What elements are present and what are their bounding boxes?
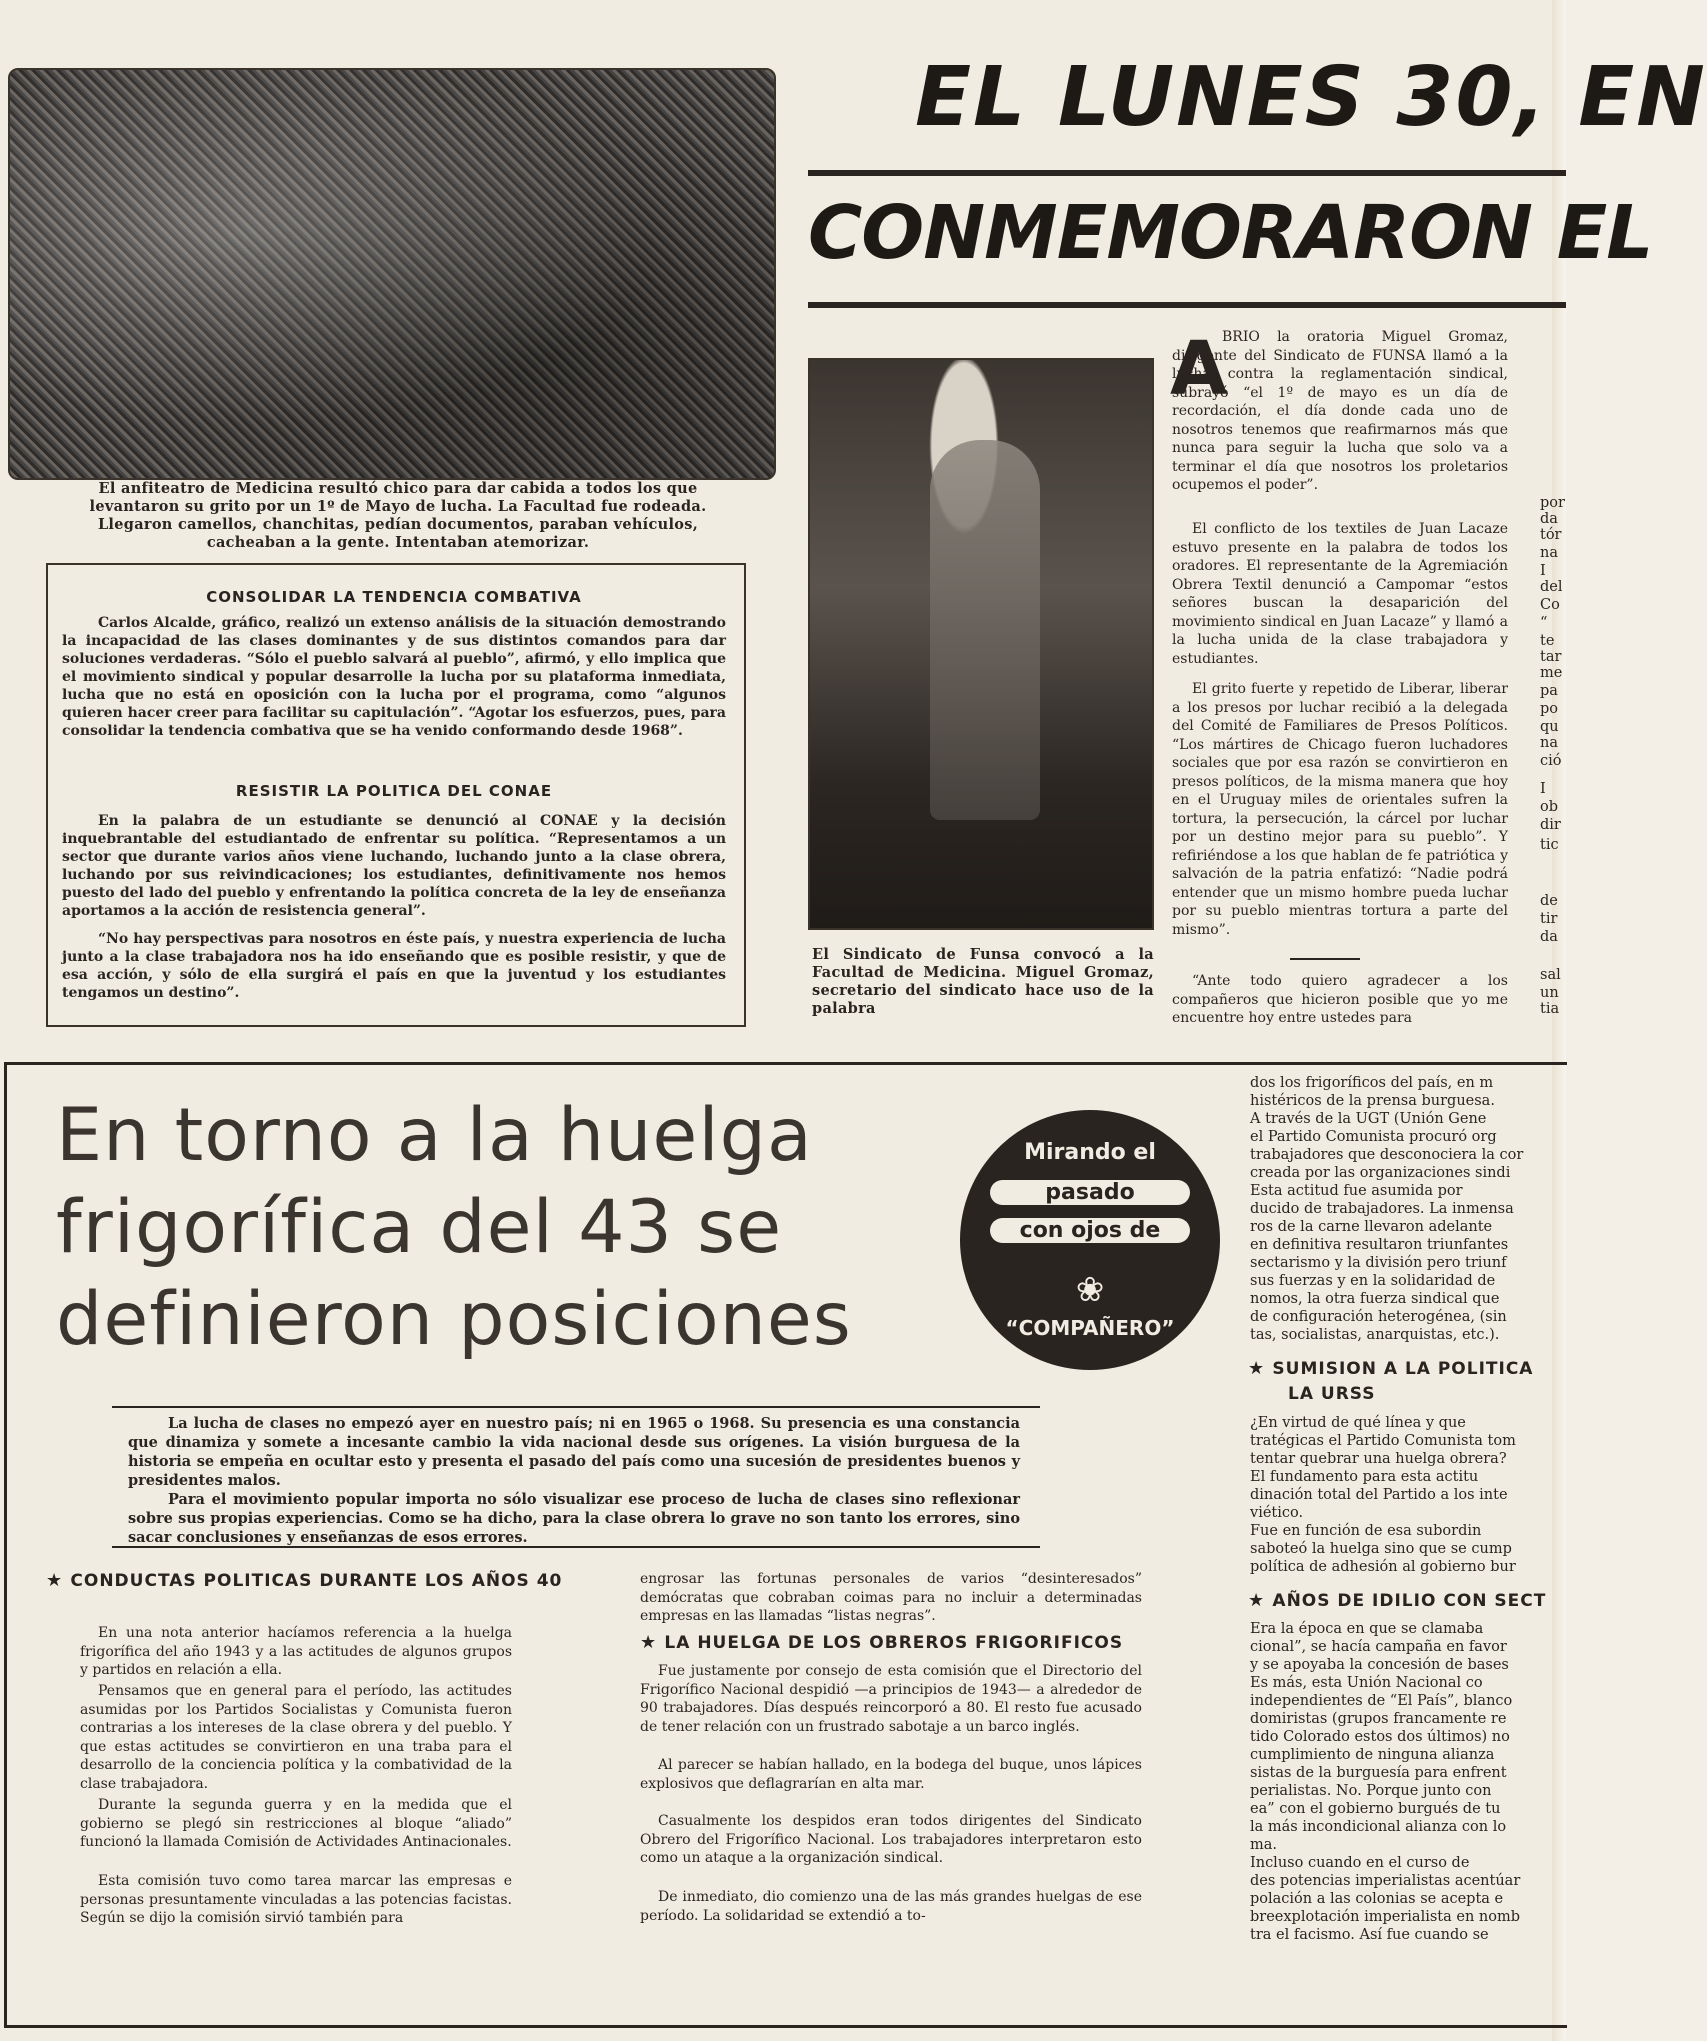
col3-line: ducido de trabajadores. La inmensa bbox=[1250, 1201, 1514, 1217]
col2-heading bbox=[640, 1632, 1140, 1653]
col2-text-1: Fue justamente por consejo de esta comisión que el Directorio del Frigorífico Nacional despidió —a principios de 1943— a alrededor de 90 trabajadores. Días después reincorporó a 80. El resto fue acusado de tener relación con un frustrado sabotaje a un barco inglés. bbox=[640, 1663, 1142, 1735]
headline-conmemoraron: CONMEMORARON EL bbox=[808, 190, 1653, 276]
edge-fragment: del bbox=[1540, 579, 1563, 595]
article-para-4: “Ante todo quiero agradecer a los compañeros que hicieron posible que yo me encuentre hoy entre ustedes para bbox=[1172, 973, 1508, 1026]
edge-fragment: Co bbox=[1540, 597, 1560, 613]
edge-fragment: dir bbox=[1540, 817, 1561, 833]
col3-line: y se apoyaba la concesión de bases bbox=[1250, 1657, 1509, 1673]
star-icon: ★ bbox=[1248, 1590, 1273, 1611]
edge-fragment: te bbox=[1540, 633, 1555, 649]
edge-fragment: po bbox=[1540, 701, 1559, 717]
edge-fragment: ció bbox=[1540, 753, 1562, 769]
col3-line: tas, socialistas, anarquistas, etc.). bbox=[1250, 1327, 1500, 1343]
edge-fragment: da bbox=[1540, 929, 1558, 945]
col3-line: tentar quebrar una huelga obrera? bbox=[1250, 1451, 1507, 1467]
col1-text-1: En una nota anterior hacíamos referencia a la huelga frigorífica del año 1943 y a las actitudes de algunos grupos y partidos en relación a ella. bbox=[80, 1625, 512, 1678]
edge-fragment: de bbox=[1540, 893, 1558, 909]
seal-bottom-text: “COMPAÑERO” bbox=[1005, 1316, 1175, 1340]
intro-paragraph-2: Para el movimiento popular importa no sólo visualizar ese proceso de lucha de clases sino reflexionar sobre sus propias experiencias. Como se ha dicho, para la clase obrera lo grave no son tanto los errores, sino sacar conclusiones y enseñanzas de esos errores. bbox=[128, 1491, 1020, 1546]
edge-fragment: I bbox=[1540, 563, 1546, 579]
col3-line: tra el facismo. Así fue cuando se bbox=[1250, 1927, 1489, 1943]
col3-line: domiristas (grupos francamente re bbox=[1250, 1711, 1507, 1727]
compañero-seal bbox=[960, 1110, 1220, 1370]
col3-heading-2-text: AÑOS DE IDILIO CON SECT bbox=[1272, 1591, 1547, 1611]
col3-line: en definitiva resultaron triunfantes bbox=[1250, 1237, 1509, 1253]
star-icon: ★ bbox=[46, 1570, 71, 1591]
headline-lunes: EL LUNES 30, EN bbox=[915, 50, 1707, 145]
headline-rule bbox=[808, 170, 1566, 176]
col2-text-3: Casualmente los despidos eran todos dirigentes del Sindicato Obrero del Frigorífico Nacional. Los trabajadores interpretaron esto como un ataque a la organización sindical. bbox=[640, 1813, 1142, 1866]
edge-fragment: tar bbox=[1540, 649, 1562, 665]
col3-line: nomos, la otra fuerza sindical que bbox=[1250, 1291, 1500, 1307]
col3-line: polación a las colonias se acepta e bbox=[1250, 1891, 1504, 1907]
col2-heading-text: LA HUELGA DE LOS OBREROS FRIGORIFICOS bbox=[664, 1633, 1124, 1653]
col3-line: cumplimiento de ninguna alianza bbox=[1250, 1747, 1495, 1763]
seal-top-text: Mirando el bbox=[1024, 1140, 1156, 1165]
intro-rule-2 bbox=[112, 1546, 1040, 1548]
col3-line: Es más, esta Unión Nacional co bbox=[1250, 1675, 1483, 1691]
col3-line: sus fuerzas y en la solidaridad de bbox=[1250, 1273, 1496, 1289]
edge-fragment: “ bbox=[1540, 615, 1548, 631]
col3-line: A través de la UGT (Unión Gene bbox=[1250, 1111, 1487, 1127]
edge-fragment: me bbox=[1540, 665, 1563, 681]
edge-fragment: na bbox=[1540, 545, 1558, 561]
col3-line: independientes de “El País”, blanco bbox=[1250, 1693, 1513, 1709]
edge-fragment: tór bbox=[1540, 527, 1562, 543]
col3-line: sectarismo y la división pero triunf bbox=[1250, 1255, 1507, 1271]
article-para-2: El conflicto de los textiles de Juan Lacaze estuvo presente en la palabra de todos los oradores. El representante de la Agremiación Obrera Textil denunció a Campomar “estos señores buscan la desaparición del movimiento sindical en Juan Lacaze” y llamó a la lucha unida de la clase trabajadora y estudiantes. bbox=[1172, 521, 1508, 667]
article-para-3: El grito fuerte y repetido de Liberar, liberar a los presos por luchar recibió a la delegada del Comité de Familiares de Presos Políticos. “Los mártires de Chicago fueron luchadores sociales que por esa razón se convirtieron en presos políticos, de la misma manera que hoy en el Uruguay miles de orientales sufren la tortura, la persecución, la cárcel por luchar por un destino mejor para su pueblo”. Y refiriéndose a los que hablan de fe patriótica y salvación de la patria enfatizó: “Nadie podrá entender que un mismo hombre pueda luchar por su pueblo mientras tortura a parte del mismo”. bbox=[1172, 681, 1508, 938]
edge-fragment: sal bbox=[1540, 967, 1561, 983]
col2-text-2: Al parecer se habían hallado, en la bodega del buque, unos lápices explosivos que deflagrarían en alta mar. bbox=[640, 1757, 1142, 1792]
edge-fragment: na bbox=[1540, 735, 1558, 751]
col1-text-4: Esta comisión tuvo como tarea marcar las empresas e personas presuntamente vinculadas a las potencias facistas. Según se dijo la comisión sirvió también para bbox=[80, 1873, 512, 1926]
box-title-conae: RESISTIR LA POLITICA DEL CONAE bbox=[235, 782, 553, 800]
crowd-photo bbox=[8, 68, 776, 480]
col3-line: política de adhesión al gobierno bur bbox=[1250, 1559, 1516, 1575]
col3-heading-2 bbox=[1248, 1590, 1566, 1611]
col3-line: tratégicas el Partido Comunista tom bbox=[1250, 1433, 1516, 1449]
box-text-conae: En la palabra de un estudiante se denunció al CONAE y la decisión inquebrantable del estudiantado de enfrentar su política. “Representamos a un sector que durante varios años viene luchando, luchando junto a la clase obrera, luchando por sus reivindicaciones; los estudiantes, definitivamente nos hemos puesto del lado del pueblo y enfrentando la política concreta de la ley de enseñanza aportamos a la acción de resistencia general”. bbox=[62, 813, 726, 919]
intro-rule bbox=[112, 1406, 1040, 1408]
box-text-closing: “No hay perspectivas para nosotros en éste país, y nuestra experiencia de lucha junto a la clase trabajadora nos ha ido enseñando que es posible resistir, y que de esa acción, y sólo de ella surgirá el país en que la juventud y los estudiantes tengamos un destino”. bbox=[62, 931, 726, 1001]
col3-line: dos los frigoríficos del país, en m bbox=[1250, 1075, 1494, 1091]
flower-icon: ❀ bbox=[1075, 1270, 1105, 1310]
col2-text-0: engrosar las fortunas personales de varios “desinteresados” demócratas que cobraban coimas para no incluir a determinadas empresas en las llamadas “listas negras”. bbox=[640, 1571, 1142, 1624]
star-icon: ★ bbox=[640, 1632, 665, 1653]
col3-line: sistas de la burguesía para enfrent bbox=[1250, 1765, 1507, 1781]
edge-fragment: ob bbox=[1540, 799, 1559, 815]
speaker-photo-caption: El Sindicato de Funsa convocó a la Facultad de Medicina. Miguel Gromaz, secretario del sindicato hace uso de la palabra bbox=[812, 946, 1154, 1017]
col3-line: saboteó la huelga sino que se cump bbox=[1250, 1541, 1512, 1557]
col3-line: ros de la carne llevaron adelante bbox=[1250, 1219, 1493, 1235]
col3-line: perialistas. No. Porque junto con bbox=[1250, 1783, 1492, 1799]
edge-fragment: tia bbox=[1540, 1001, 1560, 1017]
col3-line: el Partido Comunista procuró org bbox=[1250, 1129, 1497, 1145]
crowd-photo-caption: El anfiteatro de Medicina resultó chico para dar cabida a todos los que levantaron su grito por un 1º de Mayo de lucha. La Facultad fue rodeada. Llegaron camellos, chanchitas, pedían documentos, paraban vehículos, cacheaban a la gente. Intentaban atemorizar. bbox=[89, 480, 707, 551]
col3-line: ea” con el gobierno burgués de tu bbox=[1250, 1801, 1501, 1817]
edge-fragment: qu bbox=[1540, 719, 1559, 735]
col3-heading-1-text: SUMISION A LA POLITICA bbox=[1272, 1359, 1534, 1379]
box-text-combativa: Carlos Alcalde, gráfico, realizó un extenso análisis de la situación demostrando la incapacidad de las clases dominantes y de sus distintos comandos para dar soluciones verdaderas. “Sólo el pueblo salvará al pueblo”, afirmó, y ello implica que el movimiento sindical y popular desarrolle la lucha por su plataforma inmediata, lucha que no está en oposición con la lucha por el programa, como “algunos quieren hacer creer para facilitar su capitulación”. “Agotar los esfuerzos, pues, para consolidar la tendencia combativa que se ha venido conformando desde 1968”. bbox=[62, 615, 726, 739]
bottom-headline: En torno a la huelga frigorífica del 43 se definieron posiciones bbox=[56, 1093, 852, 1362]
col3-heading-1 bbox=[1248, 1358, 1566, 1379]
col3-line: Fue en función de esa subordin bbox=[1250, 1523, 1482, 1539]
seal-mid-text-2: con ojos de bbox=[990, 1218, 1190, 1243]
edge-fragment: pa bbox=[1540, 683, 1558, 699]
speaker-photo bbox=[808, 358, 1154, 930]
col1-heading bbox=[46, 1570, 566, 1591]
col3-line: viético. bbox=[1250, 1505, 1304, 1521]
col1-text-2: Pensamos que en general para el período, las actitudes asumidas por los Partidos Socialistas y Comunista fueron contrarias a los intereses de la clase obrera y del pueblo. Y que estas actitudes se convirtieron en una traba para el desarrollo de la conciencia política y la combatividad de la clase trabajadora. bbox=[80, 1683, 512, 1792]
col3-line: Incluso cuando en el curso de bbox=[1250, 1855, 1470, 1871]
edge-fragment: un bbox=[1540, 985, 1559, 1001]
col3-line: la más incondicional alianza con lo bbox=[1250, 1819, 1507, 1835]
edge-fragment: tic bbox=[1540, 837, 1559, 853]
col3-line: histéricos de la prensa burguesa. bbox=[1250, 1093, 1495, 1109]
headline-rule-2 bbox=[808, 302, 1566, 308]
edge-fragment: por bbox=[1540, 495, 1565, 511]
star-icon: ★ bbox=[1248, 1358, 1273, 1379]
article-para-1: BRIO la oratoria Miguel Gromaz, dirigente del Sindicato de FUNSA llamó a la lucha contra la reglamentación sindical, subrayó “el 1º de mayo es un día de recordación, el día donde cada uno de nosotros tenemos que reafirmarnos más que nunca para seguir la lucha que solo va a terminar el día que nosotros los proletarios ocupemos el poder”. bbox=[1172, 329, 1508, 493]
col3-line: Esta actitud fue asumida por bbox=[1250, 1183, 1463, 1199]
edge-fragment: da bbox=[1540, 511, 1558, 527]
col3-line: des potencias imperialistas acentúar bbox=[1250, 1873, 1521, 1889]
col2-text-4: De inmediato, dio comienzo una de las más grandes huelgas de ese período. La solidaridad se extendió a to- bbox=[640, 1889, 1142, 1924]
col1-heading-text: CONDUCTAS POLITICAS DURANTE LOS AÑOS 40 bbox=[70, 1571, 563, 1591]
col3-line: tido Colorado estos dos últimos) no bbox=[1250, 1729, 1510, 1745]
col3-line: breexplotación imperialista en nomb bbox=[1250, 1909, 1520, 1925]
box-title-combativa: CONSOLIDAR LA TENDENCIA COMBATIVA bbox=[206, 588, 582, 606]
col1-text-3: Durante la segunda guerra y en la medida que el gobierno se plegó sin restricciones al bloque “aliado” funcionó la llamada Comisión de Actividades Antinacionales. bbox=[80, 1797, 512, 1850]
col3-line: creada por las organizaciones sindi bbox=[1250, 1165, 1511, 1181]
col3-line: de configuración heterogénea, (sin bbox=[1250, 1309, 1507, 1325]
speaker-figure bbox=[930, 440, 1040, 820]
col3-line: dinación total del Partido a los inte bbox=[1250, 1487, 1508, 1503]
drop-cap: A bbox=[1170, 326, 1228, 412]
intro-paragraph-1: La lucha de clases no empezó ayer en nuestro país; ni en 1965 o 1968. Su presencia es una constancia que dinamiza y somete a incesante cambio la vida nacional desde sus orígenes. La visión burguesa de la historia se empeña en ocultar esto y presenta el pasado del país como una sucesión de presidentes buenos y presidentes malos. bbox=[128, 1415, 1020, 1489]
seal-mid-text-1: pasado bbox=[990, 1180, 1190, 1205]
short-rule bbox=[1290, 958, 1360, 960]
edge-fragment: I bbox=[1540, 781, 1546, 797]
col3-line: ma. bbox=[1250, 1837, 1278, 1853]
edge-fragment: tir bbox=[1540, 911, 1558, 927]
col3-line: ¿En virtud de qué línea y que bbox=[1250, 1415, 1466, 1431]
col3-line: trabajadores que desconociera la cor bbox=[1250, 1147, 1524, 1163]
col3-line: El fundamento para esta actitu bbox=[1250, 1469, 1479, 1485]
col3-heading-1b: LA URSS bbox=[1288, 1384, 1376, 1404]
col3-line: cional”, se hacía campaña en favor bbox=[1250, 1639, 1507, 1655]
col3-line: Era la época en que se clamaba bbox=[1250, 1621, 1484, 1637]
